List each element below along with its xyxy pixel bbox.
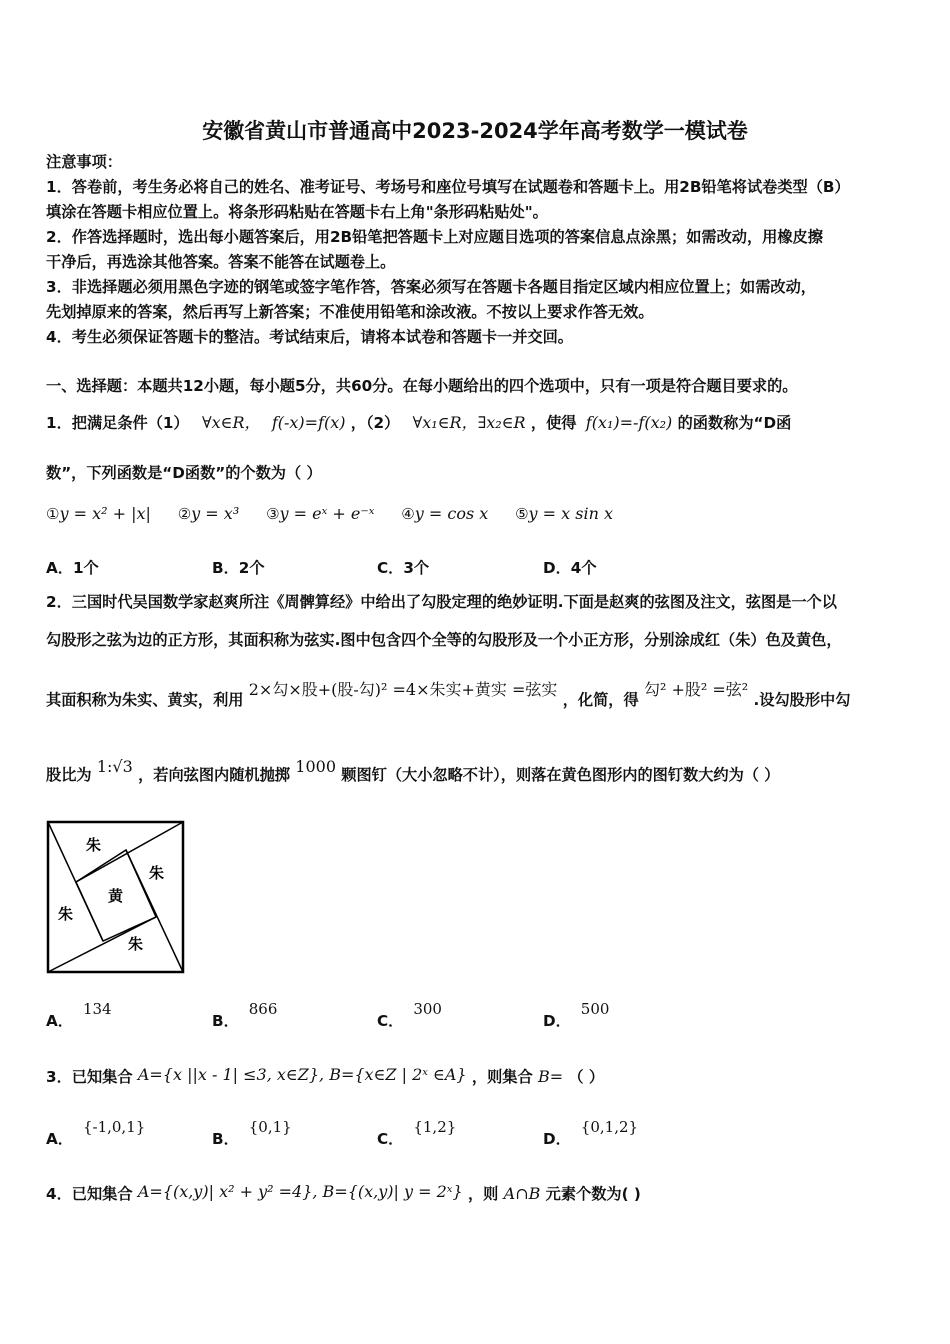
q1-text: ，（2）: [350, 414, 400, 432]
q3-math: B=: [537, 1067, 564, 1086]
question-2-line: [46, 757, 780, 785]
question-4-stem: [46, 1184, 641, 1204]
q1-func: y = x² + |x|: [59, 504, 151, 523]
notice-line: 2．作答选择题时，选出每小题答案后，用2B铅笔把答题卡上对应题目选项的答案信息点涂黑；如需改动，用橡皮擦: [46, 228, 823, 246]
q3-text: ，则集合: [471, 1068, 533, 1086]
q3-option-d: D．{0,1,2}: [543, 1118, 639, 1148]
q2-option-d: D．500: [543, 1000, 610, 1030]
notice-line: 3．非选择题必须用黑色字迹的钢笔或签字笔作答，答案必须写在答题卡各题目指定区域内相应位置上；如需改动，: [46, 278, 816, 296]
q1-function-list: [46, 504, 613, 524]
notice-line: 填涂在答题卡相应位置上。将条形码粘贴在答题卡右上角"条形码粘贴处"。: [46, 203, 548, 221]
q4-sets: A={(x,y)| x² + y² =4}, B={(x,y)| y = 2ˣ}: [137, 1182, 463, 1201]
q1-func-num: ④: [401, 505, 415, 523]
q1-math: f(x₁)=-f(x₂): [585, 413, 673, 432]
label-zhu: 朱: [58, 905, 74, 923]
question-3-stem: [46, 1067, 604, 1087]
q1-option-a: A．1个: [46, 559, 99, 577]
notice-line: 1．答卷前，考生务必将自己的姓名、准考证号、考场号和座位号填写在试题卷和答题卡上。用2B铅笔将试卷类型（B）: [46, 178, 850, 196]
q1-func-num: ⑤: [515, 505, 529, 523]
q3-option-b: B．{0,1}: [212, 1118, 292, 1148]
q2-text: 其面积称为朱实、黄实，利用: [46, 691, 244, 709]
question-2-line: [46, 680, 851, 710]
q2-option-c: C．300: [377, 1000, 442, 1030]
q2-text: 颗图钉（大小忽略不计），则落在黄色图形内的图钉数大约为（ ）: [341, 766, 780, 784]
q2-text: .设勾股形中勾: [753, 691, 851, 709]
section-heading: 一、选择题：本题共12小题，每小题5分，共60分。在每小题给出的四个选项中，只有一项是符合题目要求的。: [46, 377, 798, 395]
notice-line: 4．考生必须保证答题卡的整洁。考试结束后，请将本试卷和答题卡一并交回。: [46, 328, 573, 346]
q3-option-c: C．{1,2}: [377, 1118, 457, 1148]
q2-ratio: 1:√3: [96, 757, 133, 776]
q2-option-b: B．866: [212, 1000, 278, 1030]
q1-func: y = x³: [191, 504, 240, 523]
xian-diagram: [46, 820, 186, 975]
q2-option-a: A．134: [46, 1000, 112, 1030]
q2-text: 股比为: [46, 766, 92, 784]
q3-text: （ ）: [568, 1068, 605, 1086]
q1-text: 1．把满足条件（1）: [46, 414, 189, 432]
q3-text: 3．已知集合: [46, 1068, 133, 1086]
q1-func: y = cos x: [414, 504, 489, 523]
label-huang: 黄: [108, 887, 124, 905]
q1-func: y = eˣ + e⁻ˣ: [279, 504, 375, 523]
q1-math: f(-x)=f(x): [271, 413, 346, 432]
q1-math: ∀x∈R，: [201, 413, 261, 432]
question-2-line: 勾股形之弦为边的正方形，其面积称为弦实.图中包含四个全等的勾股形及一个小正方形，分别涂成红（朱）色及黄色，: [46, 631, 842, 649]
q2-text: ，若向弦图内随机抛掷: [138, 766, 290, 784]
q1-func-num: ③: [266, 505, 280, 523]
q4-text: 4．已知集合: [46, 1185, 133, 1203]
q3-option-a: A．{-1,0,1}: [46, 1118, 146, 1148]
q1-option-b: B．2个: [212, 559, 265, 577]
notice-line: 先划掉原来的答案，然后再写上新答案；不准使用铅笔和涂改液。不按以上要求作答无效。: [46, 303, 654, 321]
q1-func: y = x sin x: [528, 504, 614, 523]
question-1-stem: [46, 413, 791, 433]
label-zhu: 朱: [86, 836, 102, 854]
q1-func-num: ②: [177, 505, 192, 523]
label-zhu: 朱: [128, 935, 144, 953]
q2-formula: 勾² +股² =弦²: [643, 680, 749, 699]
notice-heading: 注意事项：: [46, 153, 122, 171]
q1-option-c: C．3个: [377, 559, 430, 577]
notice-line: 干净后，再选涂其他答案。答案不能答在试题卷上。: [46, 253, 396, 271]
q4-text: ，则: [467, 1185, 499, 1203]
q1-text: 的函数称为“D函: [677, 414, 792, 432]
question-2-line: 2．三国时代吴国数学家赵爽所注《周髀算经》中给出了勾股定理的绝妙证明.下面是赵爽的弦图及注文，弦图是一个以: [46, 593, 837, 611]
question-1-stem-2: 数”，下列函数是“D函数”的个数为（ ）: [46, 464, 322, 482]
q2-count: 1000: [295, 757, 336, 776]
q1-math: ∀x₁∈R，∃x₂∈R: [412, 413, 526, 432]
q3-sets: A={x ||x - 1| ≤3, x∈Z}, B={x∈Z | 2ˣ ∈A}: [137, 1065, 467, 1084]
q4-text: 元素个数为( ): [545, 1185, 641, 1203]
q1-option-d: D．4个: [543, 559, 597, 577]
label-zhu: 朱: [149, 864, 165, 882]
q4-math: A∩B: [503, 1184, 541, 1203]
q1-text: ，使得: [530, 414, 577, 432]
q2-formula: 2×勾×股+(股-勾)² =4×朱实+黄实 =弦实: [248, 680, 558, 699]
q2-text: ，化简，得: [562, 691, 639, 709]
q1-func-num: ①: [46, 505, 60, 523]
page-title: 安徽省黄山市普通高中2023-2024学年高考数学一模试卷: [202, 119, 748, 143]
